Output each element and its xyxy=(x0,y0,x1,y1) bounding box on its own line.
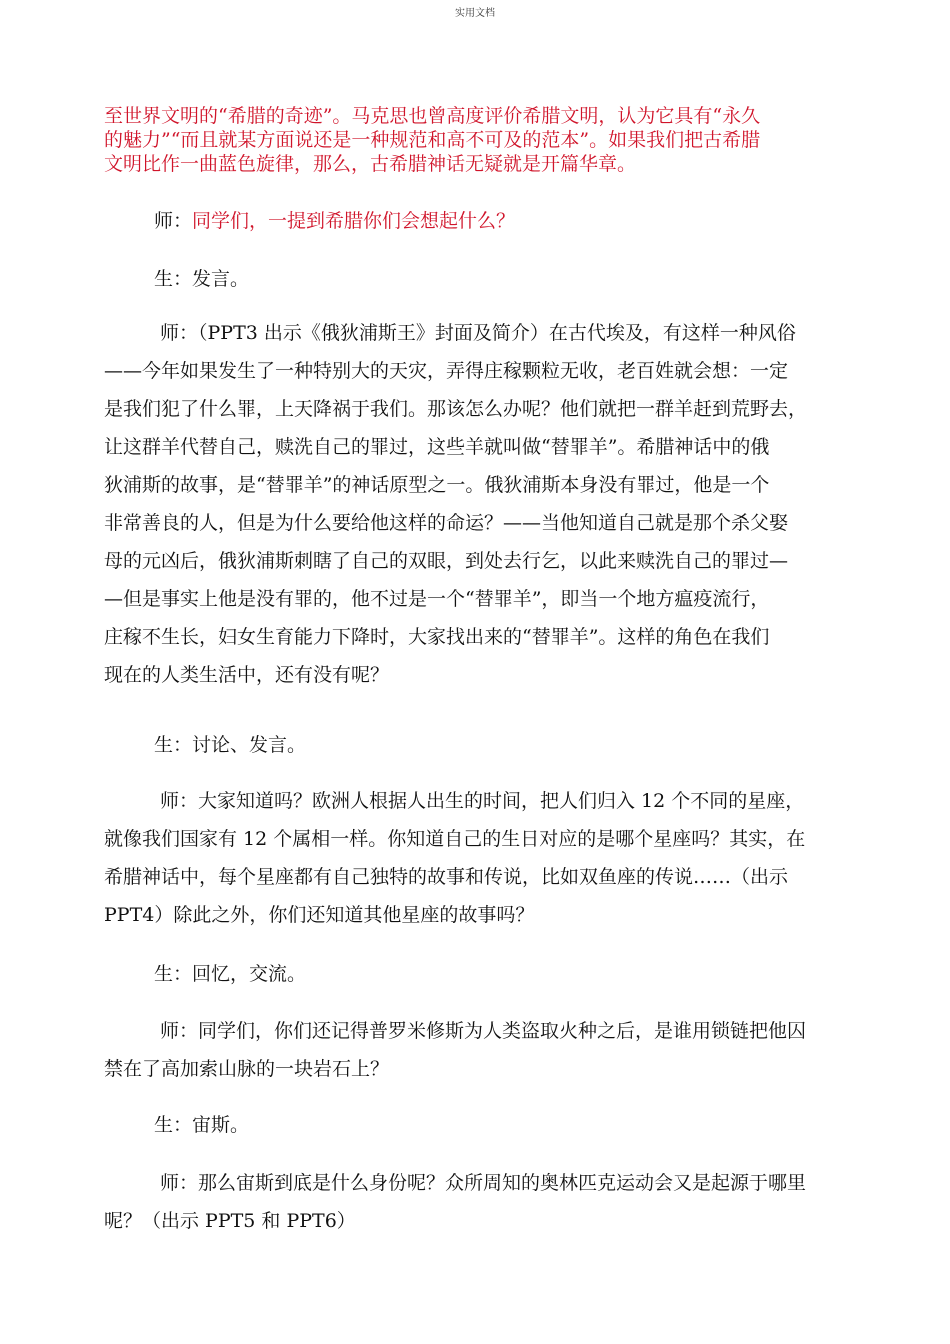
paragraph-line: 庄稼不生长，妇女生育能力下降时，大家找出来的“替罪羊”。这样的角色在我们 xyxy=(104,626,770,648)
response-text: 发言。 xyxy=(192,268,250,290)
page-header: 实用文档 xyxy=(455,8,495,19)
speaker-label: 师： xyxy=(154,210,193,232)
student-response-3 xyxy=(154,955,902,993)
intro-line: 至世界文明的“希腊的奇迹”。马克思也曾高度评价希腊文明，认为它具有“永久 xyxy=(104,105,761,127)
teacher-paragraph-constellation xyxy=(104,782,852,934)
teacher-question-1 xyxy=(154,202,902,240)
student-response-1 xyxy=(154,260,902,298)
speaker-label: 生： xyxy=(154,268,193,290)
paragraph-line: PPT4）除此之外，你们还知道其他星座的故事吗？ xyxy=(104,904,535,926)
student-response-2 xyxy=(154,726,902,764)
paragraph-line: 非常善良的人，但是为什么要给他这样的命运？——当他知道自己就是那个杀父娶 xyxy=(104,512,789,534)
student-response-4 xyxy=(154,1106,902,1144)
paragraph-line: 狄浦斯的故事，是“替罪羊”的神话原型之一。俄狄浦斯本身没有罪过，他是一个 xyxy=(104,474,770,496)
paragraph-line: 师：同学们，你们还记得普罗米修斯为人类盗取火种之后，是谁用锁链把他囚 xyxy=(160,1020,807,1042)
paragraph-line: 就像我们国家有 12 个属相一样。你知道自己的生日对应的是哪个星座吗？其实，在 xyxy=(104,828,806,850)
paragraph-line: 师：（PPT3 出示《俄狄浦斯王》封面及简介）在古代埃及，有这样一种风俗 xyxy=(160,322,796,344)
paragraph-line: 生：宙斯。 xyxy=(154,1114,250,1136)
teacher-paragraph-scapegoat xyxy=(104,314,852,694)
teacher-paragraph-prometheus xyxy=(104,1012,852,1088)
intro-line: 文明比作一曲蓝色旋律，那么，古希腊神话无疑就是开篇华章。 xyxy=(104,153,637,175)
paragraph-line: ——今年如果发生了一种特别大的天灾，弄得庄稼颗粒无收，老百姓就会想：一定 xyxy=(104,360,789,382)
question-text: 同学们，一提到希腊你们会想起什么？ xyxy=(192,210,516,232)
paragraph-line: 禁在了高加索山脉的一块岩石上？ xyxy=(104,1058,390,1080)
paragraph-line: 是我们犯了什么罪，上天降祸于我们。那该怎么办呢？他们就把一群羊赶到荒野去， xyxy=(104,398,808,420)
paragraph-line: 师：大家知道吗？欧洲人根据人出生的时间，把人们归入 12 个不同的星座， xyxy=(160,790,805,812)
paragraph-line: 现在的人类生活中，还有没有呢？ xyxy=(104,664,390,686)
teacher-paragraph-zeus xyxy=(104,1164,852,1240)
paragraph-line: 生：回忆，交流。 xyxy=(154,963,307,985)
intro-red-paragraph xyxy=(104,104,852,176)
intro-line: 的魅力”“而且就某方面说还是一种规范和高不可及的范本”。如果我们把古希腊 xyxy=(104,129,761,151)
paragraph-line: 母的元凶后，俄狄浦斯刺瞎了自己的双眼，到处去行乞，以此来赎洗自己的罪过— xyxy=(104,550,789,572)
paragraph-line: 师：那么宙斯到底是什么身份呢？众所周知的奥林匹克运动会又是起源于哪里 xyxy=(160,1172,807,1194)
paragraph-line: 希腊神话中，每个星座都有自己独特的故事和传说，比如双鱼座的传说……（出示 xyxy=(104,866,789,888)
paragraph-line: —但是事实上他是没有罪的，他不过是一个“替罪羊”，即当一个地方瘟疫流行， xyxy=(104,588,770,610)
paragraph-line: 让这群羊代替自己，赎洗自己的罪过，这些羊就叫做“替罪羊”。希腊神话中的俄 xyxy=(104,436,770,458)
paragraph-line: 呢？（出示 PPT5 和 PPT6） xyxy=(104,1210,356,1232)
paragraph-line: 生：讨论、发言。 xyxy=(154,734,307,756)
